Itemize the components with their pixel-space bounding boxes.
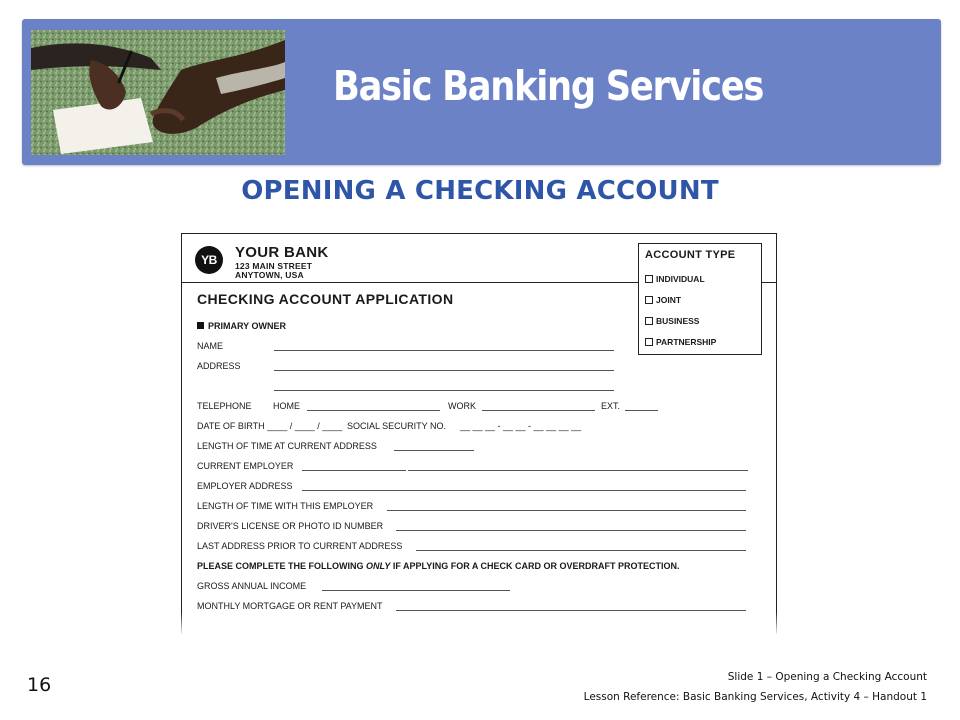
footer-slide-title: Slide 1 – Opening a Checking Account (727, 671, 927, 683)
checkbox-icon (645, 296, 653, 304)
last-address-line (416, 550, 746, 551)
drivers-license-line (396, 530, 746, 531)
bank-address-line2: ANYTOWN, USA (235, 270, 304, 280)
account-type-title: ACCOUNT TYPE (645, 249, 736, 261)
primary-owner-heading: PRIMARY OWNER (197, 321, 286, 331)
check-card-notice: PLEASE COMPLETE THE FOLLOWING ONLY IF APPLYING FOR A CHECK CARD OR OVERDRAFT PROTECTION. (197, 561, 680, 571)
checking-account-form (181, 233, 777, 634)
employer-line-2 (408, 470, 748, 471)
hands-signing-check-image (31, 30, 285, 155)
bank-address-line1: 123 MAIN STREET (235, 261, 313, 271)
length-employer-line (387, 510, 746, 511)
ssn-blanks: __ __ __ - __ __ - __ __ __ __ (460, 421, 582, 431)
account-option-individual: INDIVIDUAL (645, 274, 705, 284)
address-line-1 (274, 370, 614, 371)
checkbox-icon (645, 317, 653, 325)
slide-heading: OPENING A CHECKING ACCOUNT (241, 176, 719, 206)
telephone-label: TELEPHONE (197, 401, 252, 411)
dob-label: DATE OF BIRTH ____ / ____ / ____ (197, 421, 343, 431)
length-address-label: LENGTH OF TIME AT CURRENT ADDRESS (197, 441, 377, 451)
employer-address-line (302, 490, 746, 491)
ext-line (625, 410, 658, 411)
footer-lesson-reference: Lesson Reference: Basic Banking Services, Activity 4 – Handout 1 (583, 691, 927, 703)
gross-income-label: GROSS ANNUAL INCOME (197, 581, 307, 591)
account-option-joint: JOINT (645, 295, 681, 305)
last-address-label: LAST ADDRESS PRIOR TO CURRENT ADDRESS (197, 541, 403, 551)
address-line-2 (274, 390, 614, 391)
mortgage-line (396, 610, 746, 611)
gross-income-line (322, 590, 510, 591)
name-line (274, 350, 614, 351)
length-address-line (394, 450, 474, 451)
form-fade (181, 612, 778, 636)
banner-title: Basic Banking Services (333, 62, 764, 110)
page-number: 16 (27, 674, 52, 696)
account-option-business: BUSINESS (645, 316, 699, 326)
current-employer-label: CURRENT EMPLOYER (197, 461, 294, 471)
ext-label: EXT. (601, 401, 621, 411)
square-bullet-icon (197, 322, 204, 329)
bank-logo: YB (195, 246, 223, 274)
banner-photo (31, 30, 285, 155)
mortgage-label: MONTHLY MORTGAGE OR RENT PAYMENT (197, 601, 383, 611)
ssn-label: SOCIAL SECURITY NO. (347, 421, 447, 431)
home-label: HOME (273, 401, 300, 411)
name-label: NAME (197, 341, 224, 351)
bank-name: YOUR BANK (235, 244, 329, 261)
checkbox-icon (645, 275, 653, 283)
work-label: WORK (448, 401, 476, 411)
account-type-box (638, 243, 762, 355)
address-label: ADDRESS (197, 361, 241, 371)
checkbox-icon (645, 338, 653, 346)
employer-line-1 (302, 470, 406, 471)
drivers-license-label: DRIVER'S LICENSE OR PHOTO ID NUMBER (197, 521, 384, 531)
account-option-partnership: PARTNERSHIP (645, 337, 716, 347)
home-phone-line (307, 410, 440, 411)
application-title: CHECKING ACCOUNT APPLICATION (197, 291, 454, 307)
length-employer-label: LENGTH OF TIME WITH THIS EMPLOYER (197, 501, 374, 511)
employer-address-label: EMPLOYER ADDRESS (197, 481, 293, 491)
work-phone-line (482, 410, 595, 411)
